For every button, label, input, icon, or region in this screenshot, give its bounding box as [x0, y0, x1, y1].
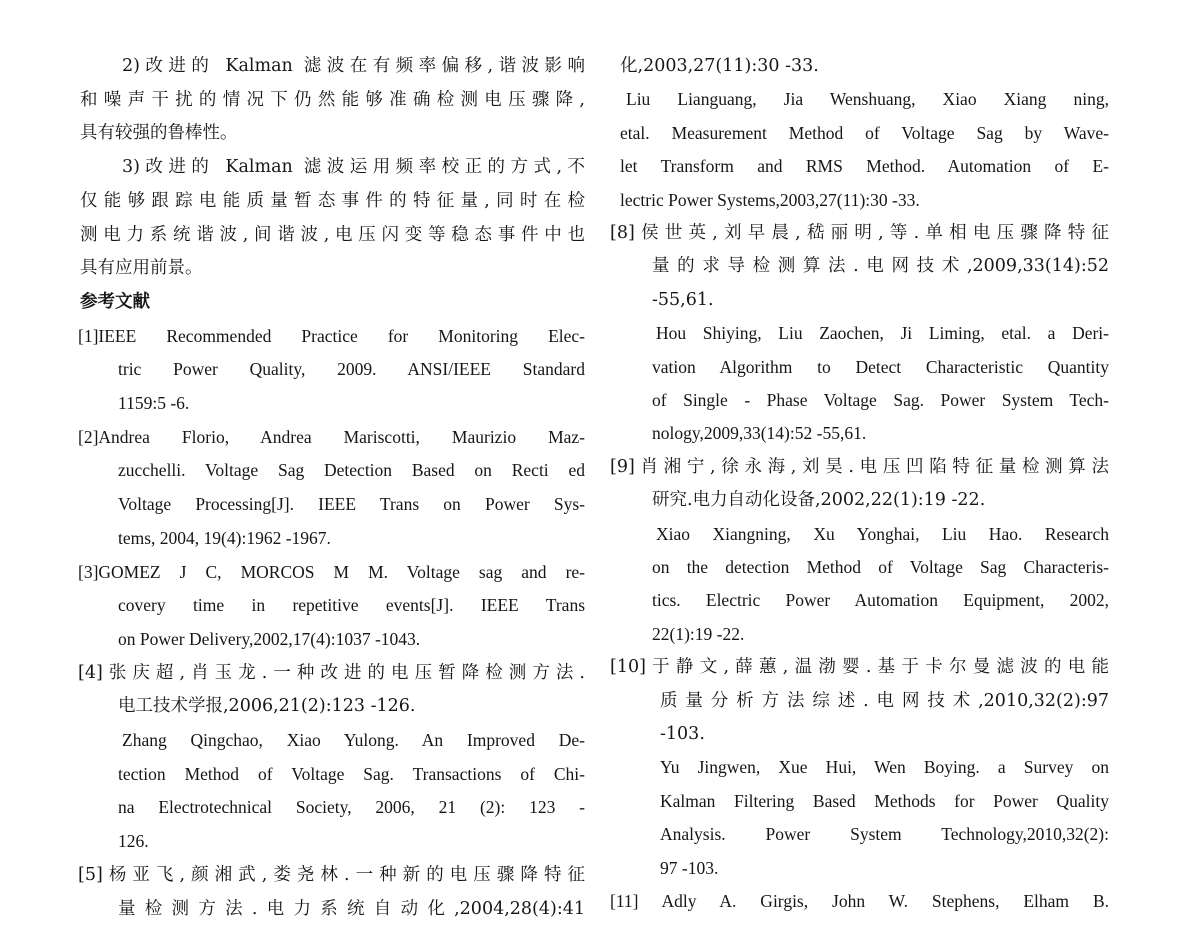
text-line: -103. — [660, 724, 705, 744]
text-line: on Power Delivery,2002,17(4):1037 -1043. — [118, 628, 421, 649]
text-line: na Electrotechnical Society, 2006, 21 (2): 123 - — [118, 797, 585, 818]
text-line: 测电力系统谐波,间谐波,电压闪变等稳态事件中也 — [80, 224, 585, 245]
text-line: Voltage Processing[J]. IEEE Trans on Power Sys- — [118, 494, 585, 515]
text-line: Kalman Filtering Based Methods for Power Quality — [660, 790, 1109, 811]
text-line: 1159:5 -6. — [118, 393, 190, 413]
text-line: 具有较强的鲁棒性。 — [80, 123, 238, 144]
text-line: [3]GOMEZ J C, MORCOS M M. Voltage sag and re- — [78, 561, 585, 582]
text-line: [10]于静文,薛蕙,温渤婴.基于卡尔曼滤波的电能 — [610, 657, 1109, 678]
text-line: 质量分析方法综述.电网技术,2010,32(2):97 — [660, 690, 1109, 711]
text-line: tric Power Quality, 2009. ANSI/IEEE Standard — [118, 359, 585, 380]
text-line: etal. Measurement Method of Voltage Sag by Wave- — [620, 122, 1109, 143]
text-line: 和噪声干扰的情况下仍然能够准确检测电压骤降, — [80, 89, 585, 110]
text-line: 研究.电力自动化设备,2002,22(1):19 -22. — [652, 490, 986, 511]
text-line: tems, 2004, 19(4):1962 -1967. — [118, 527, 331, 548]
text-line: -55,61. — [652, 289, 714, 310]
text-line: [5]杨亚飞,颜湘武,娄尧林.一种新的电压骤降特征 — [78, 864, 585, 885]
text-line: zucchelli. Voltage Sag Detection Based on Recti ed — [118, 460, 585, 481]
text-line: 3)改进的 Kalman 滤波运用频率校正的方式,不 — [122, 157, 585, 178]
text-line: [8]侯世英,刘早晨,嵇丽明,等.单相电压骤降特征 — [610, 223, 1109, 243]
text-line: tection Method of Voltage Sag. Transactions of Chi- — [118, 763, 585, 784]
text-line: Analysis. Power System Technology,2010,32(2): — [660, 824, 1109, 845]
text-line: Zhang Qingchao, Xiao Yulong. An Improved De- — [122, 730, 585, 750]
text-line: 126. — [118, 831, 149, 852]
text-line: tics. Electric Power Automation Equipment, 2002, — [652, 590, 1109, 611]
text-line: Xiao Xiangning, Xu Yonghai, Liu Hao. Research — [656, 523, 1109, 544]
text-line: 化,2003,27(11):30 -33. — [620, 56, 819, 76]
text-line: [9]肖湘宁,徐永海,刘昊.电压凹陷特征量检测算法 — [610, 456, 1109, 477]
text-line: lectric Power Systems,2003,27(11):30 -33. — [620, 189, 920, 210]
text-line: 2)改进的 Kalman 滤波在有频率偏移,谐波影响 — [122, 56, 585, 76]
text-line: 量检测方法.电力系统自动化,2004,28(4):41 — [118, 898, 585, 919]
text-line: [2]Andrea Florio, Andrea Mariscotti, Maurizio Maz- — [78, 426, 585, 447]
text-line: on the detection Method of Voltage Sag Characteris- — [652, 557, 1109, 577]
text-line: of Single - Phase Voltage Sag. Power System Tech- — [652, 390, 1109, 410]
text-line: Yu Jingwen, Xue Hui, Wen Boying. a Survey on — [660, 757, 1109, 778]
text-line: let Transform and RMS Method. Automation of E- — [620, 156, 1109, 177]
text-line: 22(1):19 -22. — [652, 623, 745, 644]
text-line: vation Algorithm to Detect Characteristic Quantity — [652, 356, 1109, 377]
section-heading: 参考文献 — [80, 291, 150, 312]
text-line: 具有应用前景。 — [80, 258, 203, 279]
text-line: Liu Lianguang, Jia Wenshuang, Xiao Xiang ning, — [626, 89, 1109, 110]
text-line: [1]IEEE Recommended Practice for Monitoring Elec- — [78, 325, 585, 346]
text-line: 仅能够跟踪电能质量暂态事件的特征量,同时在检 — [80, 190, 585, 211]
text-line: Hou Shiying, Liu Zaochen, Ji Liming, etal. a Deri- — [656, 323, 1109, 344]
text-line: 量的求导检测算法.电网技术,2009,33(14):52 — [652, 256, 1109, 277]
text-line: 电工技术学报,2006,21(2):123 -126. — [118, 696, 416, 717]
text-line: nology,2009,33(14):52 -55,61. — [652, 423, 867, 444]
text-line: covery time in repetitive events[J]. IEEE Trans — [118, 595, 585, 616]
text-line: [4]张庆超,肖玉龙.一种改进的电压暂降检测方法. — [78, 662, 585, 683]
text-line: [11] Adly A. Girgis, John W. Stephens, Elham B. — [610, 891, 1109, 911]
text-line: 97 -103. — [660, 857, 719, 878]
